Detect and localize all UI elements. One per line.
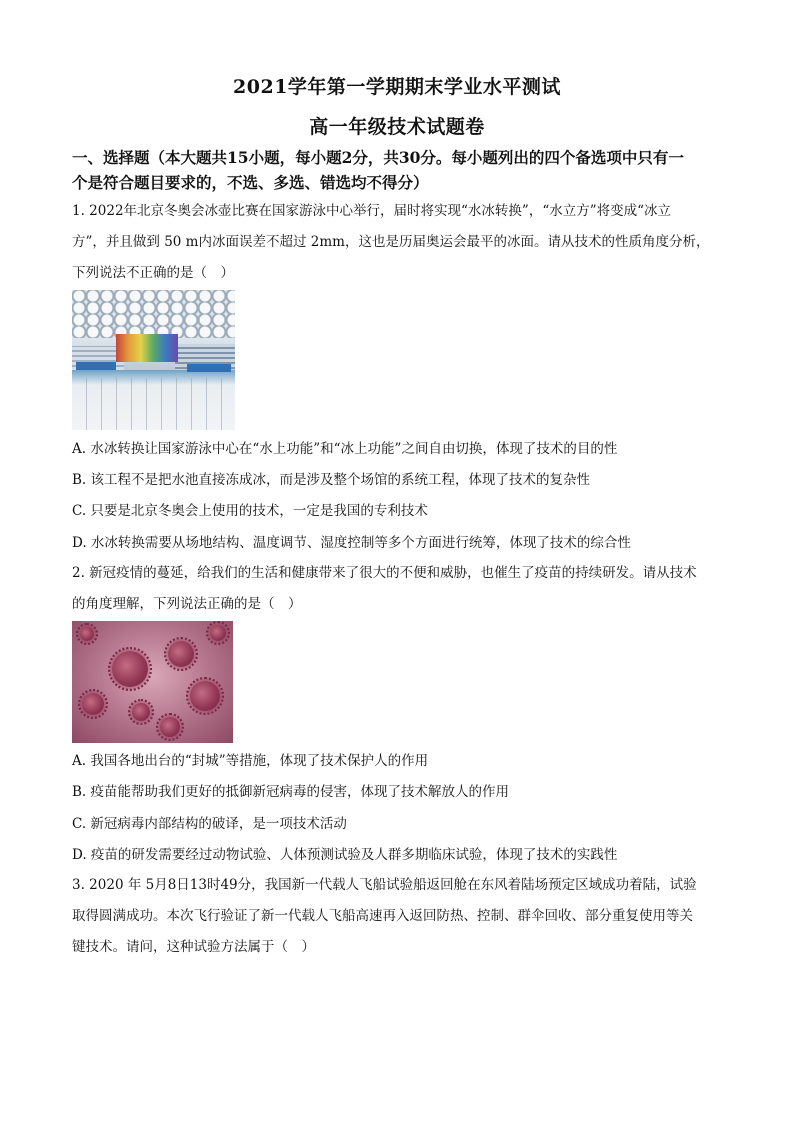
question-1-option-b: B. 该工程不是把水池直接冻成冰，而是涉及整个场馆的系统工程，体现了技术的复杂性 [72, 472, 591, 488]
question-1-option-c: C. 只要是北京冬奥会上使用的技术，一定是我国的专利技术 [72, 503, 428, 519]
question-2-stem [72, 558, 728, 620]
virus-particle [190, 681, 220, 711]
question-3-stem-line3: 键技术。请问，这种试验方法属于（ ） [72, 939, 315, 955]
virus-particle [132, 703, 150, 721]
virus-particle [168, 641, 194, 667]
question-2-option-a: A. 我国各地出台的“封城”等措施，体现了技术保护人的作用 [72, 753, 429, 769]
banner-left [76, 362, 116, 370]
virus-particle [82, 693, 104, 715]
virus-particle [210, 625, 226, 641]
question-2-option-d: D. 疫苗的研发需要经过动物试验、人体预测试验及人群多期临床试验，体现了技术的实践性 [72, 847, 618, 863]
question-1-option-d: D. 水冰转换需要从场地结构、温度调节、湿度控制等多个方面进行统筹，体现了技术的综合性 [72, 535, 631, 551]
virus-image [72, 621, 233, 743]
question-3-stem [72, 870, 728, 963]
question-1-stem-line2: 方”，并且做到 50 m内冰面误差不超过 2mm，这也是历届奥运会最平的冰面。请从技术的性质角度分析， [72, 234, 710, 250]
question-1-stem-line3: 下列说法不正确的是（ ） [72, 265, 234, 281]
question-2-stem-line2: 的角度理解，下列说法正确的是（ ） [72, 596, 302, 612]
question-1-stem-line1: 1. 2022年北京冬奥会冰壶比赛在国家游泳中心举行，届时将实现“水冰转换”，“水立方”将变成“冰立 [72, 203, 672, 219]
swimming-center-photo [72, 290, 235, 430]
section-heading [72, 145, 732, 195]
pool-lanes [72, 378, 235, 430]
colored-screen [116, 334, 178, 362]
exam-subtitle: 高一年级技术试题卷 [309, 116, 485, 138]
section-heading-line1: 一、选择题（本大题共15小题，每小题2分，共30分。每小题列出的四个备选项中只有一 [72, 148, 684, 167]
question-3-stem-line1: 3. 2020 年 5月8日13时49分，我国新一代载人飞船试验船返回舱在东风着陆场预定区域成功着陆，试验 [72, 877, 697, 893]
question-2-stem-line1: 2. 新冠疫情的蔓延，给我们的生活和健康带来了很大的不便和威胁，也催生了疫苗的持续研发。请从技术 [72, 565, 697, 581]
exam-title: 2021学年第一学期期末学业水平测试 [233, 76, 561, 98]
question-3-stem-line2: 取得圆满成功。本次飞行验证了新一代载人飞船高速再入返回防热、控制、群伞回收、部分重复使用等关 [72, 908, 693, 924]
question-1-stem [72, 196, 728, 289]
virus-particle [160, 717, 180, 737]
bubble-roof [72, 290, 235, 338]
question-1-option-a: A. 水冰转换让国家游泳中心在“水上功能”和“冰上功能”之间自由切换，体现了技术的目的性 [72, 441, 618, 457]
virus-particle [112, 651, 148, 687]
question-2-option-c: C. 新冠病毒内部结构的破译，是一项技术活动 [72, 816, 347, 832]
banner-right [187, 364, 231, 372]
virus-particle [80, 627, 94, 641]
question-2-option-b: B. 疫苗能帮助我们更好的抵御新冠病毒的侵害，体现了技术解放人的作用 [72, 784, 510, 800]
section-heading-line2: 个是符合题目要求的，不选、多选、错选均不得分） [72, 173, 429, 192]
